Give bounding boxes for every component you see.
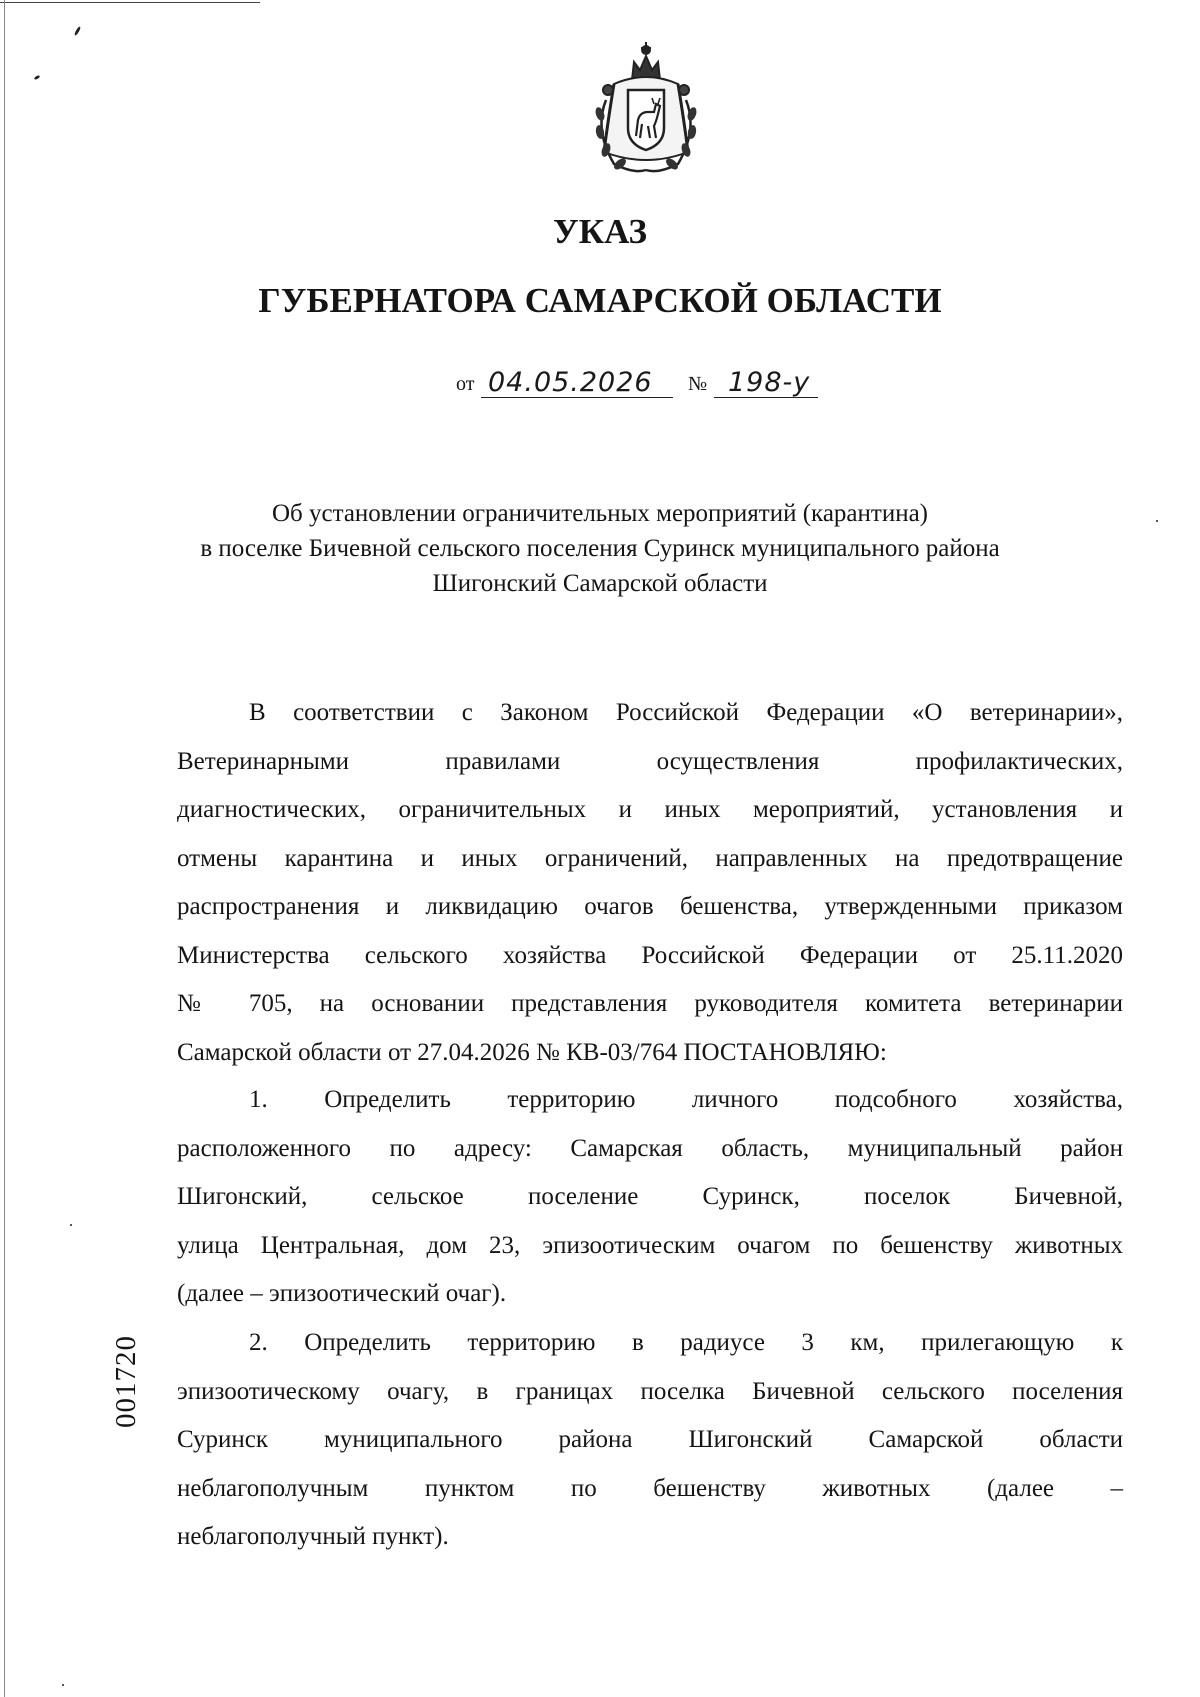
text-line: Суринск муниципального района Шигонский Самарской области [177,1426,1123,1453]
scan-speck [74,26,82,36]
text-line: эпизоотическому очагу, в границах поселка Бичевной сельского поселения [177,1377,1123,1405]
scan-edge-left [4,0,5,1697]
date-and-number-line [456,360,856,402]
subject-line: в поселке Бичевной сельского поселения Суринск муниципального района [200,535,1000,562]
text-line: 2. Определить территорию в радиусе 3 км, прилегающую к [249,1329,1123,1356]
coat-of-arms-icon [584,40,708,176]
text-line: улица Центральная, дом 23, эпизоотическим очагом по бешенству животных [177,1231,1123,1259]
text-line: отмены карантина и иных ограничений, направленных на предотвращение [177,844,1123,872]
scan-speck [62,1684,64,1686]
scan-speck [34,75,41,81]
text-line: (далее – эпизоотический очаг). [177,1280,507,1307]
text-line: № 705, на основании представления руководителя комитета ветеринарии [177,990,1123,1017]
document-type-heading: УКАЗ [553,212,647,251]
text-line: неблагополучный пункт). [177,1523,449,1550]
subject-line: Шигонский Самарской области [432,570,768,597]
scan-edge-top [0,2,260,3]
item-1-paragraph [177,1076,1123,1319]
text-line: диагностических, ограничительных и иных мероприятий, установления и [177,796,1123,823]
text-line: В соответствии с Законом Российской Федерации «О ветеринарии», [249,699,1123,726]
text-line: неблагополучным пунктом по бешенству животных (далее – [177,1474,1123,1502]
scan-speck [70,1224,72,1226]
margin-serial-stamp: 001720 [110,1335,142,1428]
text-line: расположенного по адресу: Самарская область, муниципальный район [177,1134,1123,1162]
text-line: Министерства сельского хозяйства Российской Федерации от 25.11.2020 [177,941,1123,969]
number-prefix: № [688,373,708,395]
item-2-paragraph [177,1319,1123,1562]
text-line: 1. Определить территорию личного подсобного хозяйства, [249,1086,1123,1113]
text-line: распространения и ликвидацию очагов бешенства, утвержденными приказом [177,893,1123,920]
issuer-heading: ГУБЕРНАТОРА САМАРСКОЙ ОБЛАСТИ [258,281,942,320]
scan-speck [1156,520,1158,522]
handwritten-date: 04.05.2026 [488,367,653,398]
preamble-paragraph [177,689,1123,1077]
handwritten-number: 198-у [728,367,811,398]
decree-subject [120,496,1080,601]
text-line: Самарской области от 27.04.2026 № КВ-03/764 ПОСТАНОВЛЯЮ: [177,1038,887,1066]
text-line: Ветеринарными правилами осуществления профилактических, [177,747,1123,775]
subject-line: Об установлении ограничительных мероприятий (карантина) [271,500,929,527]
date-prefix: от [456,373,475,395]
text-line: Шигонский, сельское поселение Суринск, поселок Бичевной, [177,1183,1123,1210]
